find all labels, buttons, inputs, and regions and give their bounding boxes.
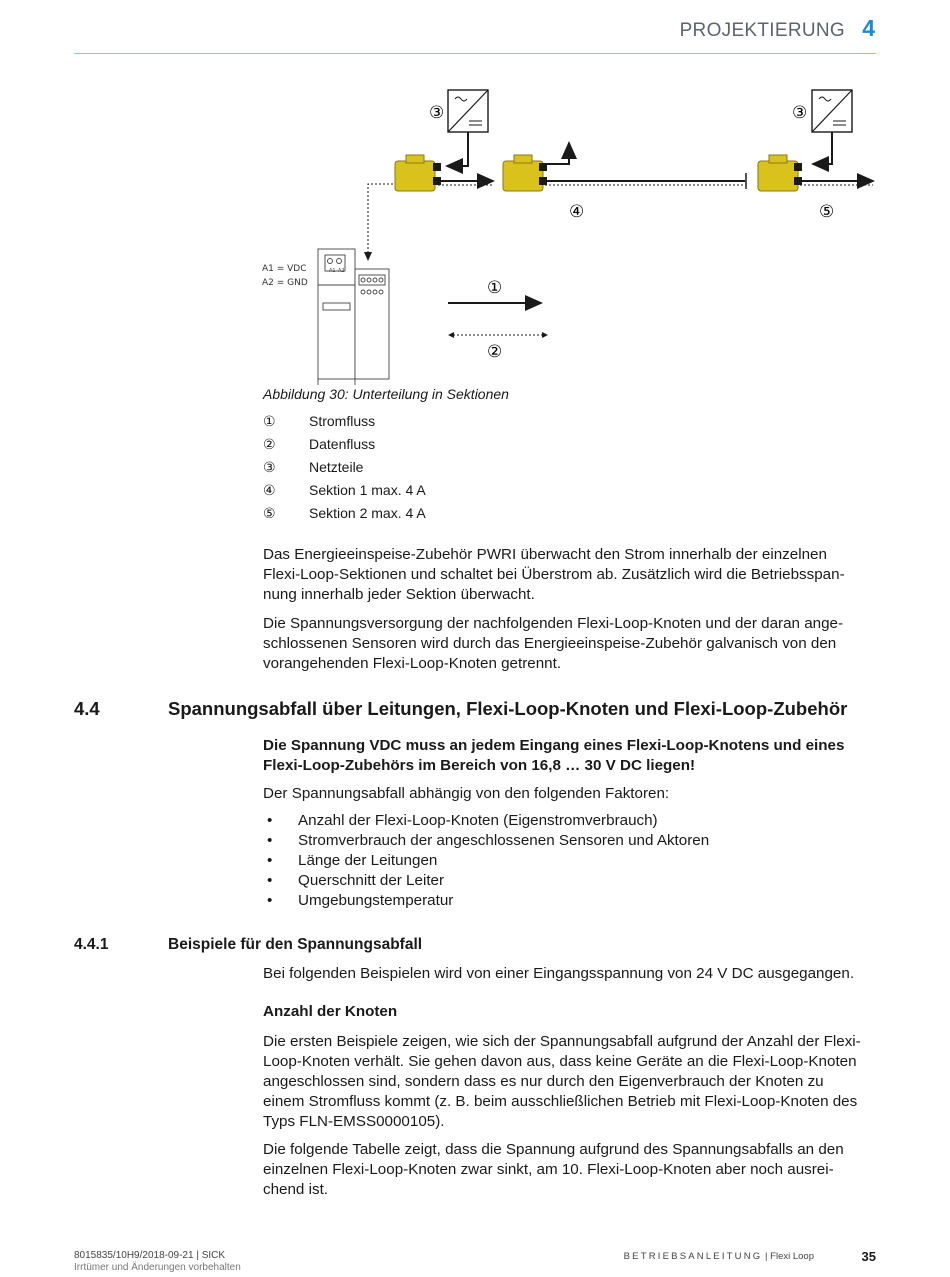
legend-number: ②: [263, 436, 276, 452]
header-divider: [74, 53, 876, 54]
legend-item: [263, 505, 426, 522]
list-item: • Umgebungstemperatur: [263, 891, 709, 911]
label-supply-2: ③: [792, 103, 808, 123]
paragraph-node-examples: Die ersten Beispiele zeigen, wie sich der Spannungsabfall aufgrund der Anzahl der Flexi-Loop-Knoten verhält. Sie gehen davon aus, dass keine Geräte an die Flexi-Loop-Knoten angeschlossen sind, sondern dass es nur durch den Eigenverbrauch der Knoten zu einem Stromfluss kommt (z. B. beim ausschließlichen Betrieb mit Flexi-Loop-Knoten des Typs FLN-EMSS0000105).: [263, 1033, 861, 1130]
voltage-warning: Die Spannung VDC muss an jedem Eingang eines Flexi-Loop-Knotens und eines Flexi-Loop-Zubehörs im Bereich von 16,8 … 30 V DC liegen!: [263, 737, 845, 774]
legend-text: Netzteile: [309, 459, 364, 475]
subheading-node-count: Anzahl der Knoten: [263, 1003, 398, 1020]
legend-number: ①: [263, 413, 276, 429]
flexi-loop-node-2: [503, 155, 547, 191]
paragraph-galvanic-isolation: Die Spannungsversorgung der nachfolgenden Flexi-Loop-Knoten und der daran angeschlossenen Sensoren wird durch das Energieeinspeise-Zubehör galvanisch von den vorangehenden Flexi-Loop-Knoten getrennt.: [263, 615, 844, 672]
power-supply-2: [812, 90, 852, 132]
legend-text: Sektion 1 max. 4 A: [309, 482, 426, 498]
legend-item: [263, 459, 363, 476]
label-section-1: ④: [569, 202, 585, 222]
list-item: • Anzahl der Flexi-Loop-Knoten (Eigenstromverbrauch): [263, 811, 709, 831]
label-current-flow: ①: [487, 278, 503, 298]
section-diagram: [255, 85, 885, 385]
power-supply-1: [448, 90, 488, 132]
flexi-loop-node-1: [395, 155, 441, 191]
paragraph-table-intro: Die folgende Tabelle zeigt, dass die Spannung aufgrund des Spannungsabfalls an den einzelnen Flexi-Loop-Knoten zwar sinkt, am 10. Flexi-Loop-Knoten aber noch ausreichend ist.: [263, 1141, 844, 1198]
factors-list: [263, 811, 709, 911]
legend-number: ④: [263, 482, 276, 498]
controller-data-link: [368, 184, 397, 260]
label-supply-1: ③: [429, 103, 445, 123]
legend-text: Sektion 2 max. 4 A: [309, 505, 426, 521]
section-number-4-4-1: 4.4.1: [74, 936, 109, 953]
list-item: • Länge der Leitungen: [263, 851, 709, 871]
footer-document-id: 8015835/10H9/2018-09-21 | SICK: [74, 1250, 226, 1261]
legend-item: [263, 413, 375, 430]
label-section-2: ⑤: [819, 202, 835, 222]
legend-number: ③: [263, 459, 276, 475]
factors-intro: Der Spannungsabfall abhängig von den folgenden Faktoren:: [263, 785, 670, 802]
footer-disclaimer: Irrtümer und Änderungen vorbehalten: [74, 1262, 241, 1273]
footer-doc-type: BETRIEBSANLEITUNG: [623, 1251, 763, 1262]
supply-2-feed-arrow: [813, 132, 832, 164]
label-data-flow: ②: [487, 342, 503, 362]
node-2-output-arrow: [545, 143, 569, 164]
legend-item: [263, 436, 375, 453]
supply-1-feed-arrow: [447, 132, 468, 166]
legend-number: ⑤: [263, 505, 276, 521]
footer-product: | Flexi Loop: [765, 1251, 814, 1262]
list-item: • Stromverbrauch der angeschlossenen Sensoren und Aktoren: [263, 831, 709, 851]
label-a2-gnd: A2 = GND: [262, 278, 308, 288]
header-chapter-number: 4: [862, 15, 875, 41]
footer-document-type: [624, 1251, 814, 1262]
figure-caption: Abbildung 30: Unterteilung in Sektionen: [263, 386, 509, 402]
legend-item: [263, 482, 426, 499]
label-a1-vdc: A1 = VDC: [262, 264, 307, 274]
section-title-4-4: Spannungsabfall über Leitungen, Flexi-Loop-Knoten und Flexi-Loop-Zubehör: [168, 698, 848, 719]
legend-text: Stromfluss: [309, 413, 376, 429]
list-item: • Querschnitt der Leiter: [263, 871, 709, 891]
examples-intro: Bei folgenden Beispielen wird von einer Eingangsspannung von 24 V DC ausgegangen.: [263, 965, 855, 982]
page-number: 35: [861, 1249, 876, 1264]
section-number-4-4: 4.4: [74, 698, 100, 719]
section-title-4-4-1: Beispiele für den Spannungsabfall: [168, 936, 423, 953]
header-chapter-title: PROJEKTIERUNG: [679, 20, 845, 41]
legend-text: Datenfluss: [309, 436, 376, 452]
terminal-label-a2: A2: [338, 268, 345, 274]
flexi-loop-node-3: [758, 155, 802, 191]
paragraph-energy-monitoring: Das Energieeinspeise-Zubehör PWRI überwacht den Strom innerhalb der einzelnen Flexi-Loop-Sektionen und schaltet bei Überstrom ab. Zusätzlich wird die Betriebsspannung innerhalb jeder Sektion überwacht.: [263, 546, 845, 603]
terminal-label-a1: A1: [329, 268, 336, 274]
